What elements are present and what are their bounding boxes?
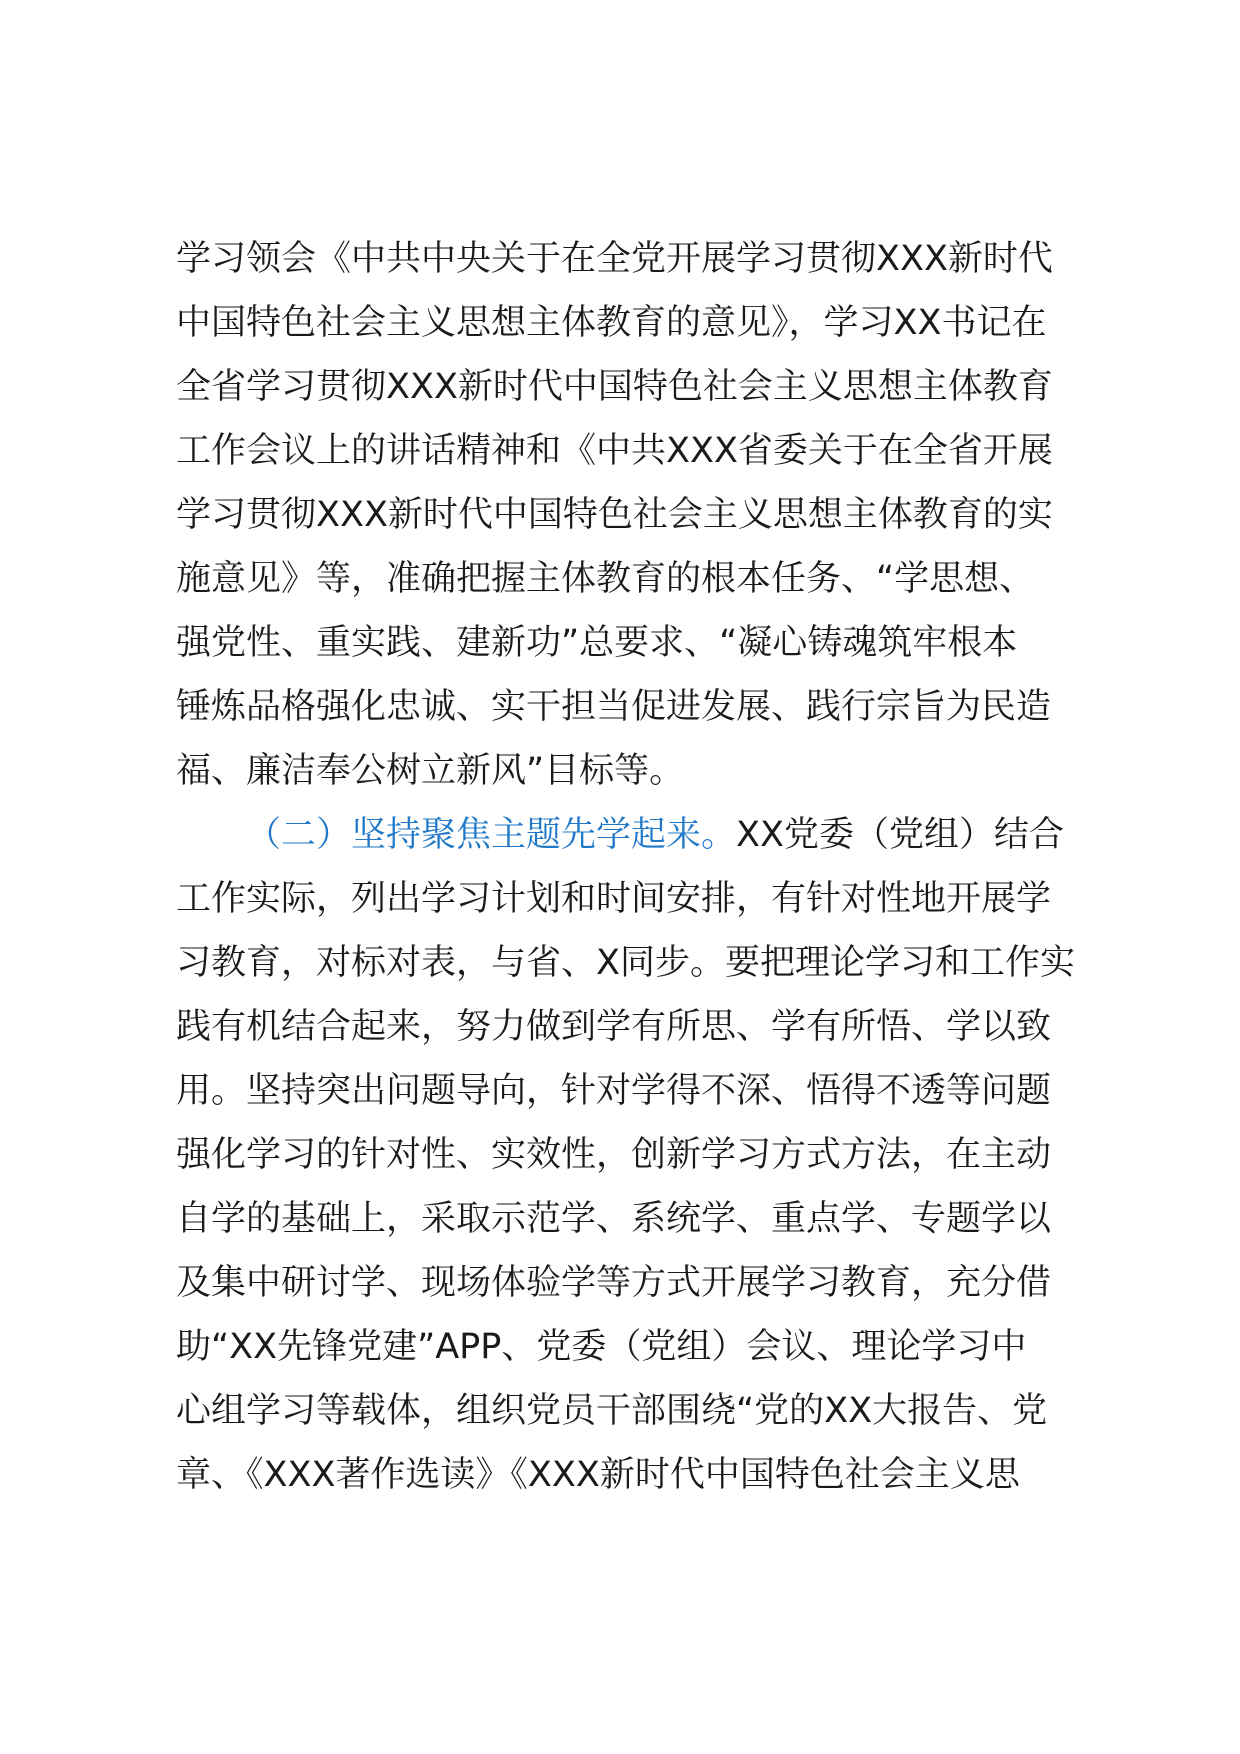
paragraph-line: 工作会议上的讲话精神和《中共XXX省委关于在全省开展 (176, 431, 1053, 471)
paragraph-line: 全省学习贯彻XXX新时代中国特色社会主义思想主体教育 (176, 367, 1053, 407)
section-heading: （二）坚持聚焦主题先学起来。 (246, 815, 737, 855)
paragraph-line: 福、廉洁奉公树立新风”目标等。 (176, 751, 685, 791)
paragraph-line: 习教育，对标对表，与省、X同步。要把理论学习和工作实 (176, 943, 1075, 983)
paragraph-line: 锤炼品格强化忠诚、实干担当促进发展、践行宗旨为民造 (176, 687, 1052, 727)
paragraph-line: 用。坚持突出问题导向，针对学得不深、悟得不透等问题 (176, 1071, 1052, 1111)
paragraph-line: 及集中研讨学、现场体验学等方式开展学习教育，充分借 (176, 1263, 1052, 1303)
paragraph-line: 章、《XXX著作选读》《XXX新时代中国特色社会主义思 (176, 1455, 1020, 1495)
section-heading-continuation: XX党委（党组）结合 (736, 815, 1064, 855)
paragraph-line: 工作实际，列出学习计划和时间安排，有针对性地开展学 (176, 879, 1052, 919)
paragraph-line: 强党性、重实践、建新功”总要求、“凝心铸魂筑牢根本 (176, 623, 1018, 663)
paragraph-line: 自学的基础上，采取示范学、系统学、重点学、专题学以 (176, 1199, 1052, 1239)
paragraph-line: 学习领会《中共中央关于在全党开展学习贯彻XXX新时代 (176, 239, 1053, 279)
section-heading-line (246, 812, 1064, 858)
paragraph-line: 助“XX先锋党建”APP、党委（党组）会议、理论学习中 (176, 1327, 1027, 1367)
paragraph-line: 施意见》等，准确把握主体教育的根本任务、“学思想、 (176, 559, 1035, 599)
paragraph-line: 强化学习的针对性、实效性，创新学习方式方法，在主动 (176, 1135, 1052, 1175)
paragraph-line: 心组学习等载体，组织党员干部围绕“党的XX大报告、党 (176, 1391, 1048, 1431)
paragraph-line: 中国特色社会主义思想主体教育的意见》，学习XX书记在 (176, 303, 1047, 343)
paragraph-line: 践有机结合起来，努力做到学有所思、学有所悟、学以致 (176, 1007, 1052, 1047)
paragraph-line: 学习贯彻XXX新时代中国特色社会主义思想主体教育的实 (176, 495, 1053, 535)
